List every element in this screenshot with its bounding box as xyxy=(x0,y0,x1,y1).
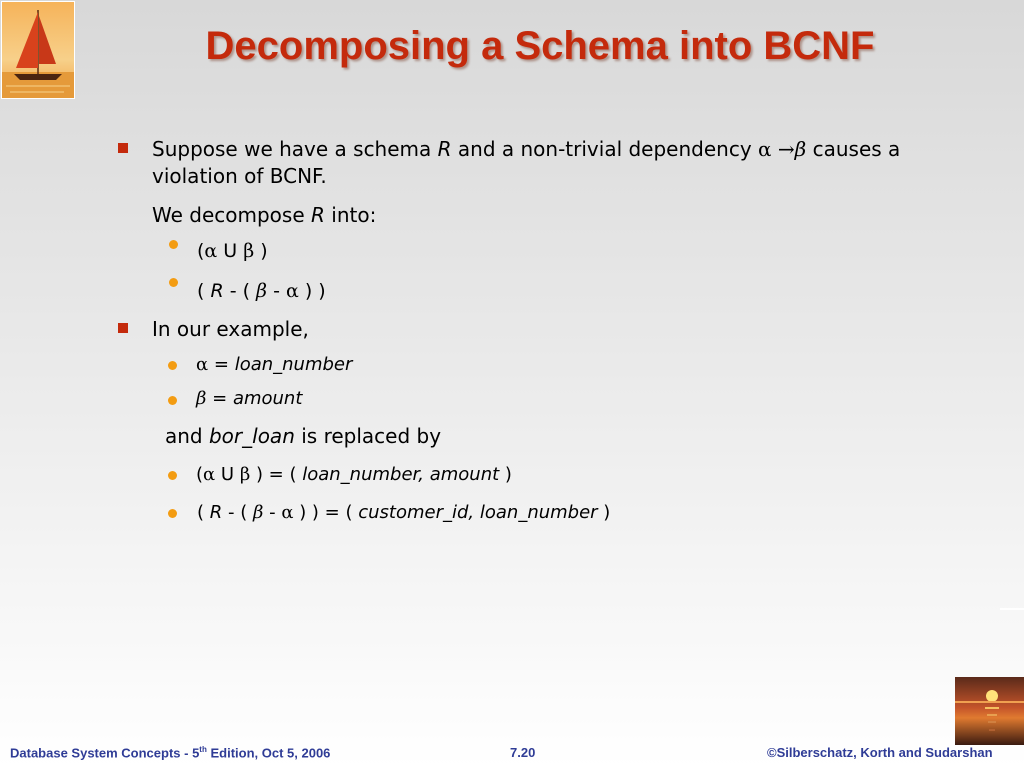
decompose-line xyxy=(152,203,376,227)
text: causes a xyxy=(806,137,901,161)
beta-symbol: β xyxy=(243,240,255,262)
text: = xyxy=(208,354,235,375)
alpha-symbol: α xyxy=(204,240,218,262)
alpha-symbol: α xyxy=(285,280,299,302)
subitem-1 xyxy=(197,240,268,262)
text: bor_loan xyxy=(208,424,295,448)
text: ( xyxy=(197,280,211,302)
round-bullet-icon xyxy=(168,471,177,480)
text: - xyxy=(267,280,286,302)
text: ) ) xyxy=(298,280,326,302)
beta-symbol: β xyxy=(794,137,807,161)
text: ( xyxy=(196,464,204,485)
text: customer_id, loan_number xyxy=(358,502,598,523)
text: - ( xyxy=(222,502,253,523)
text: R xyxy=(437,137,452,161)
round-bullet-icon xyxy=(169,240,178,249)
text: and a non-trivial dependency xyxy=(451,137,759,161)
square-bullet-icon xyxy=(118,323,128,333)
square-bullet-icon xyxy=(118,143,128,153)
alpha-symbol: α xyxy=(196,354,209,375)
round-bullet-icon xyxy=(168,361,177,370)
text: into: xyxy=(324,203,377,227)
text: - ( xyxy=(223,280,257,302)
text: = xyxy=(206,388,233,409)
text: R xyxy=(209,502,223,523)
beta-symbol: β xyxy=(239,464,251,485)
text: ( xyxy=(197,502,210,523)
beta-symbol: β xyxy=(252,502,264,523)
text: ) xyxy=(254,240,268,262)
text: We decompose xyxy=(152,203,311,227)
text: ) = ( xyxy=(250,464,303,485)
text: R xyxy=(311,203,325,227)
round-bullet-icon xyxy=(169,278,178,287)
beta-symbol: β xyxy=(196,388,207,409)
example-beta xyxy=(196,388,302,409)
text: ) ) = ( xyxy=(293,502,359,523)
bullet-1-line-1 xyxy=(152,137,900,161)
round-bullet-icon xyxy=(168,396,177,405)
decorative-line xyxy=(1000,608,1024,610)
alpha-symbol: α xyxy=(758,137,772,161)
text: loan_number xyxy=(234,354,353,375)
footer-left xyxy=(10,745,330,760)
result-2 xyxy=(197,502,610,523)
example-alpha xyxy=(196,354,352,375)
alpha-symbol: α xyxy=(203,464,216,485)
text: R xyxy=(210,280,224,302)
text: loan_number, amount xyxy=(302,464,500,485)
bullet-1-line-2: violation of BCNF. xyxy=(152,164,327,188)
text: amount xyxy=(232,388,303,409)
text: - xyxy=(263,502,282,523)
bullet-2: In our example, xyxy=(152,317,309,341)
text: Database System Concepts - 5 xyxy=(10,745,200,761)
text: ( xyxy=(197,240,205,262)
alpha-symbol: α xyxy=(281,502,294,523)
beta-symbol: β xyxy=(256,280,268,302)
text: is replaced by xyxy=(294,424,442,448)
footer-page-number: 7.20 xyxy=(510,745,536,760)
text: and xyxy=(165,424,209,448)
sunset-image xyxy=(955,677,1024,745)
footer-copyright: ©Silberschatz, Korth and Sudarshan xyxy=(767,745,993,760)
text: U xyxy=(217,240,244,262)
text: U xyxy=(215,464,240,485)
text: Suppose we have a schema xyxy=(152,137,438,161)
result-1 xyxy=(196,464,512,485)
round-bullet-icon xyxy=(168,509,177,518)
slide-title: Decomposing a Schema into BCNF xyxy=(205,24,875,68)
subitem-2 xyxy=(197,280,326,302)
text: ) xyxy=(597,502,611,523)
replaced-line xyxy=(165,424,441,448)
text: th xyxy=(199,745,207,754)
text: ) xyxy=(499,464,512,485)
arrow-symbol: → xyxy=(777,137,795,161)
text: Edition, Oct 5, 2006 xyxy=(206,745,331,761)
